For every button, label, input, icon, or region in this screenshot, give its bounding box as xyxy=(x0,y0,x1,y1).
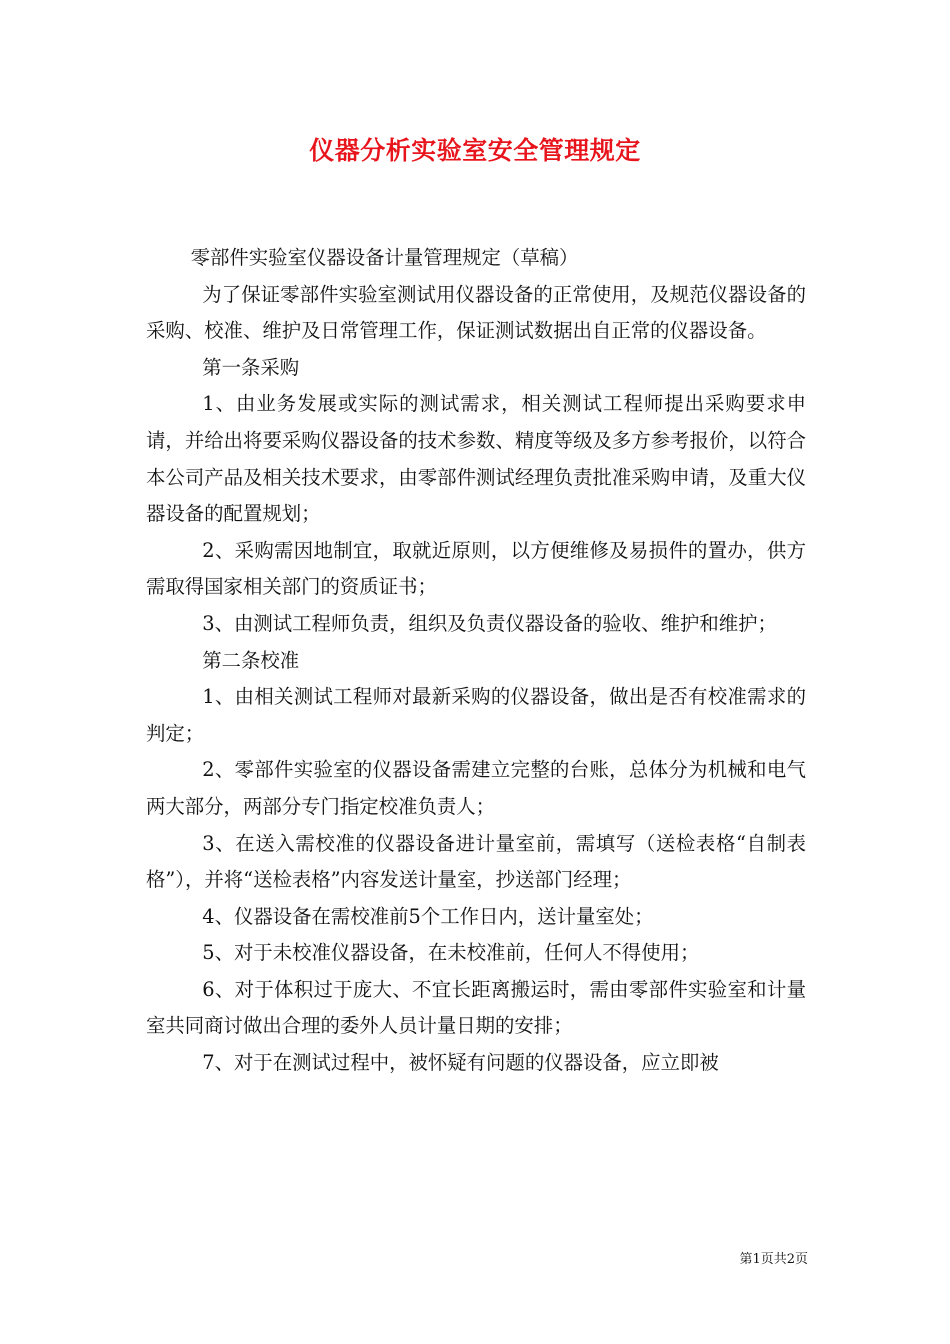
paragraph-calibration-4: 4、仪器设备在需校准前5个工作日内，送计量室处； xyxy=(202,904,654,928)
paragraph-intro: 为了保证零部件实验室测试用仪器设备的正常使用，及规范仪器设备的采购、校准、维护及日常管理工作，保证测试数据出自正常的仪器设备。 xyxy=(146,282,806,343)
page-number: 第1页共2页 xyxy=(739,1252,808,1267)
paragraph-purchase-3: 3、由测试工程师负责，组织及负责仪器设备的验收、维护和维护； xyxy=(202,611,777,635)
document-subtitle: 零部件实验室仪器设备计量管理规定（草稿） xyxy=(190,246,579,269)
paragraph-calibration-1: 1、由相关测试工程师对最新采购的仪器设备，做出是否有校准需求的判定； xyxy=(146,685,806,745)
section-heading-calibration: 第二条校准 xyxy=(202,648,300,672)
paragraph-purchase-2: 2、采购需因地制宜，取就近原则，以方便维修及易损件的置办，供方需取得国家相关部门的资质证书； xyxy=(146,538,806,599)
paragraph-calibration-3: 3、在送入需校准的仪器设备进计量室前，需填写（送检表格“自制表格”），并将“送检表格”内容发送计量室，抄送部门经理； xyxy=(146,831,806,892)
paragraph-calibration-6: 6、对于体积过于庞大、不宜长距离搬运时，需由零部件实验室和计量室共同商讨做出合理的委外人员计量日期的安排； xyxy=(146,977,806,1038)
paragraph-calibration-7: 7、对于在测试过程中，被怀疑有问题的仪器设备，应立即被 xyxy=(202,1051,719,1075)
section-heading-purchase: 第一条采购 xyxy=(202,355,300,379)
document-body xyxy=(146,240,806,1082)
paragraph-purchase-1: 1、由业务发展或实际的测试需求，相关测试工程师提出采购要求申请，并给出将要采购仪器设备的技术参数、精度等级及多方参考报价，以符合本公司产品及相关技术要求，由零部件测试经理负责批准采购申请，及重大仪器设备的配置规划； xyxy=(146,392,806,526)
paragraph-calibration-5: 5、对于未校准仪器设备，在未校准前，任何人不得使用； xyxy=(202,941,700,965)
paragraph-calibration-2: 2、零部件实验室的仪器设备需建立完整的台账，总体分为机械和电气两大部分，两部分专门指定校准负责人； xyxy=(146,758,806,818)
document-title: 仪器分析实验室安全管理规定 xyxy=(309,136,641,165)
